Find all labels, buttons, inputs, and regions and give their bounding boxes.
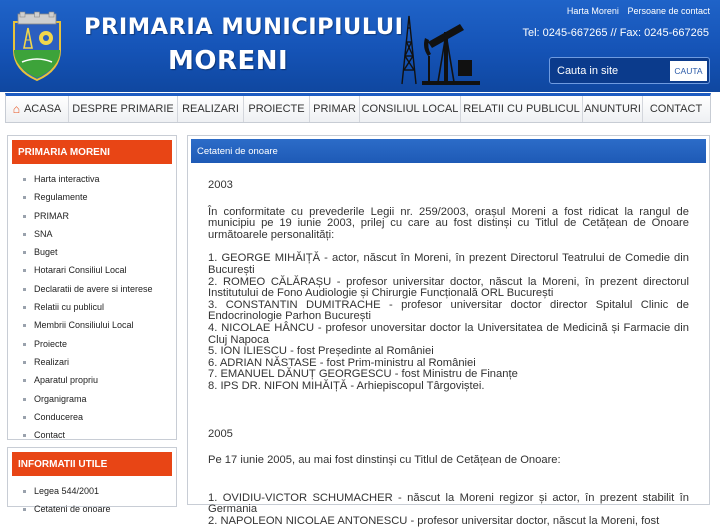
article-body: [208, 180, 689, 527]
nav-primar[interactable]: PRIMAR: [310, 96, 360, 122]
nav-anunturi[interactable]: ANUNTURI: [583, 96, 643, 122]
sidebar-item-legea-544[interactable]: Legea 544/2001: [8, 482, 176, 500]
honoree-2003-1: 1. GEORGE MIHĂIȚĂ - actor, născut în Moreni, în prezent Directorul Teatrului de Comedie din București: [208, 252, 689, 276]
honoree-2003-6: 6. ADRIAN NĂSTASE - fost Prim-ministru al României: [208, 356, 476, 369]
city-crest-logo[interactable]: [10, 12, 64, 82]
honoree-2003-2: 2. ROMEO CĂLĂRAȘU - profesor universitar doctor, născut la Moreni, în prezent directorul Institutului de Fono Audiologie și Chirurgie Funcțională ORL București: [208, 275, 689, 300]
sidebar-informatii: [7, 447, 177, 515]
search-input[interactable]: [553, 61, 668, 81]
honoree-2003-8: 8. IPS DR. NIFON MIHĂIȚĂ - Arhiepiscopul Târgoviștei.: [208, 379, 485, 392]
sidebar-item-contact[interactable]: Contact: [8, 426, 176, 444]
site-header: [0, 0, 720, 92]
sidebar-item-membrii-consiliu[interactable]: Membrii Consiliului Local: [8, 316, 176, 334]
sidebar-item-aparatul-propriu[interactable]: Aparatul propriu: [8, 371, 176, 389]
sidebar-item-conducerea[interactable]: Conducerea: [8, 408, 176, 426]
sidebar-item-hotarari[interactable]: Hotarari Consiliul Local: [8, 261, 176, 279]
top-links: [561, 6, 710, 16]
sidebar-item-realizari[interactable]: Realizari: [8, 353, 176, 371]
sidebar-primaria-title: PRIMARIA MORENI: [12, 140, 172, 164]
nav-proiecte[interactable]: PROIECTE: [244, 96, 310, 122]
honoree-2003-5: 5. ION ILIESCU - fost Președinte al României: [208, 345, 434, 358]
sidebar-item-harta-interactiva[interactable]: Harta interactiva: [8, 170, 176, 188]
site-title: PRIMARIA MUNICIPIULUI: [84, 14, 404, 40]
intro-2003: În conformitate cu prevederile Legii nr. 259/2003, orașul Moreni a fost ridicat la rangul de municipiu pe 19 iunie 2003, prilej cu care au fost distinși cu Titlul de Cetățean de Onoare următoarele personalități:: [208, 205, 689, 241]
nav-home[interactable]: [6, 96, 69, 122]
nav-relatii-cu-publicul[interactable]: RELATII CU PUBLICUL: [461, 96, 583, 122]
sidebar-item-buget[interactable]: Buget: [8, 243, 176, 261]
intro-2005: Pe 17 iunie 2005, au mai fost dinstinși cu Titlul de Cetățean de Onoare:: [208, 454, 561, 467]
home-icon: ⌂: [12, 102, 20, 116]
sidebar-item-cetateni-onoare[interactable]: Cetateni de onoare: [8, 500, 176, 518]
oil-derrick-illustration: [398, 12, 480, 86]
content-heading: Cetateni de onoare: [191, 139, 706, 163]
contacts-link[interactable]: Persoane de contact: [627, 6, 710, 16]
honoree-2003-7: 7. EMANUEL DĂNUȚ GEORGESCU - fost Ministru de Finanțe: [208, 368, 518, 381]
sidebar-informatii-list: [8, 482, 176, 519]
sidebar-item-primar[interactable]: PRIMAR: [8, 207, 176, 225]
sidebar-primaria-list: [8, 170, 176, 444]
sidebar-informatii-title: INFORMATII UTILE: [12, 452, 172, 476]
nav-contact[interactable]: CONTACT: [649, 103, 703, 115]
nav-despre-primarie[interactable]: DESPRE PRIMARIE: [69, 96, 178, 122]
sidebar-item-sna[interactable]: SNA: [8, 225, 176, 243]
sidebar-item-regulamente[interactable]: Regulamente: [8, 188, 176, 206]
honoree-2005-1: 1. OVIDIU-VICTOR SCHUMACHER - născut la Moreni regizor și actor, în prezent stabilit în Germania: [208, 491, 689, 516]
nav-home-label: ACASA: [23, 103, 62, 115]
nav-consiliul-local[interactable]: CONSILIUL LOCAL: [360, 96, 461, 122]
year-2003: 2003: [208, 179, 233, 191]
search-box: [549, 57, 710, 84]
phone-fax: Tel: 0245-667265 // Fax: 0245-667265: [522, 27, 709, 39]
honoree-2003-4: 4. NICOLAE HÂNCU - profesor unoversitar doctor la Universitatea de Medicină și Farmacie din Cluj Napoca: [208, 321, 689, 346]
year-2005: 2005: [208, 427, 233, 440]
honoree-2005-2: 2. NAPOLEON NICOLAE ANTONESCU - profesor universitar doctor, născut la Moreni, fost: [208, 514, 660, 527]
sidebar-item-relatii-publicul[interactable]: Relatii cu publicul: [8, 298, 176, 316]
nav-realizari[interactable]: REALIZARI: [178, 96, 244, 122]
map-link[interactable]: Harta Moreni: [566, 6, 619, 16]
sidebar-item-proiecte[interactable]: Proiecte: [8, 335, 176, 353]
main-nav: [5, 93, 711, 123]
main-content: [187, 135, 710, 527]
site-subtitle: MORENI: [168, 46, 289, 76]
search-button[interactable]: CAUTA: [670, 61, 707, 81]
sidebar-item-organigrama[interactable]: Organigrama: [8, 390, 176, 408]
sidebar-item-declaratii[interactable]: Declaratii de avere si interese: [8, 280, 176, 298]
honoree-2003-3: 3. CONSTANTIN DUMITRACHE - profesor universitar doctor director Spitalul Clinic de Endocrinologie Parhon București: [208, 298, 689, 323]
sidebar-primaria: [7, 135, 177, 440]
